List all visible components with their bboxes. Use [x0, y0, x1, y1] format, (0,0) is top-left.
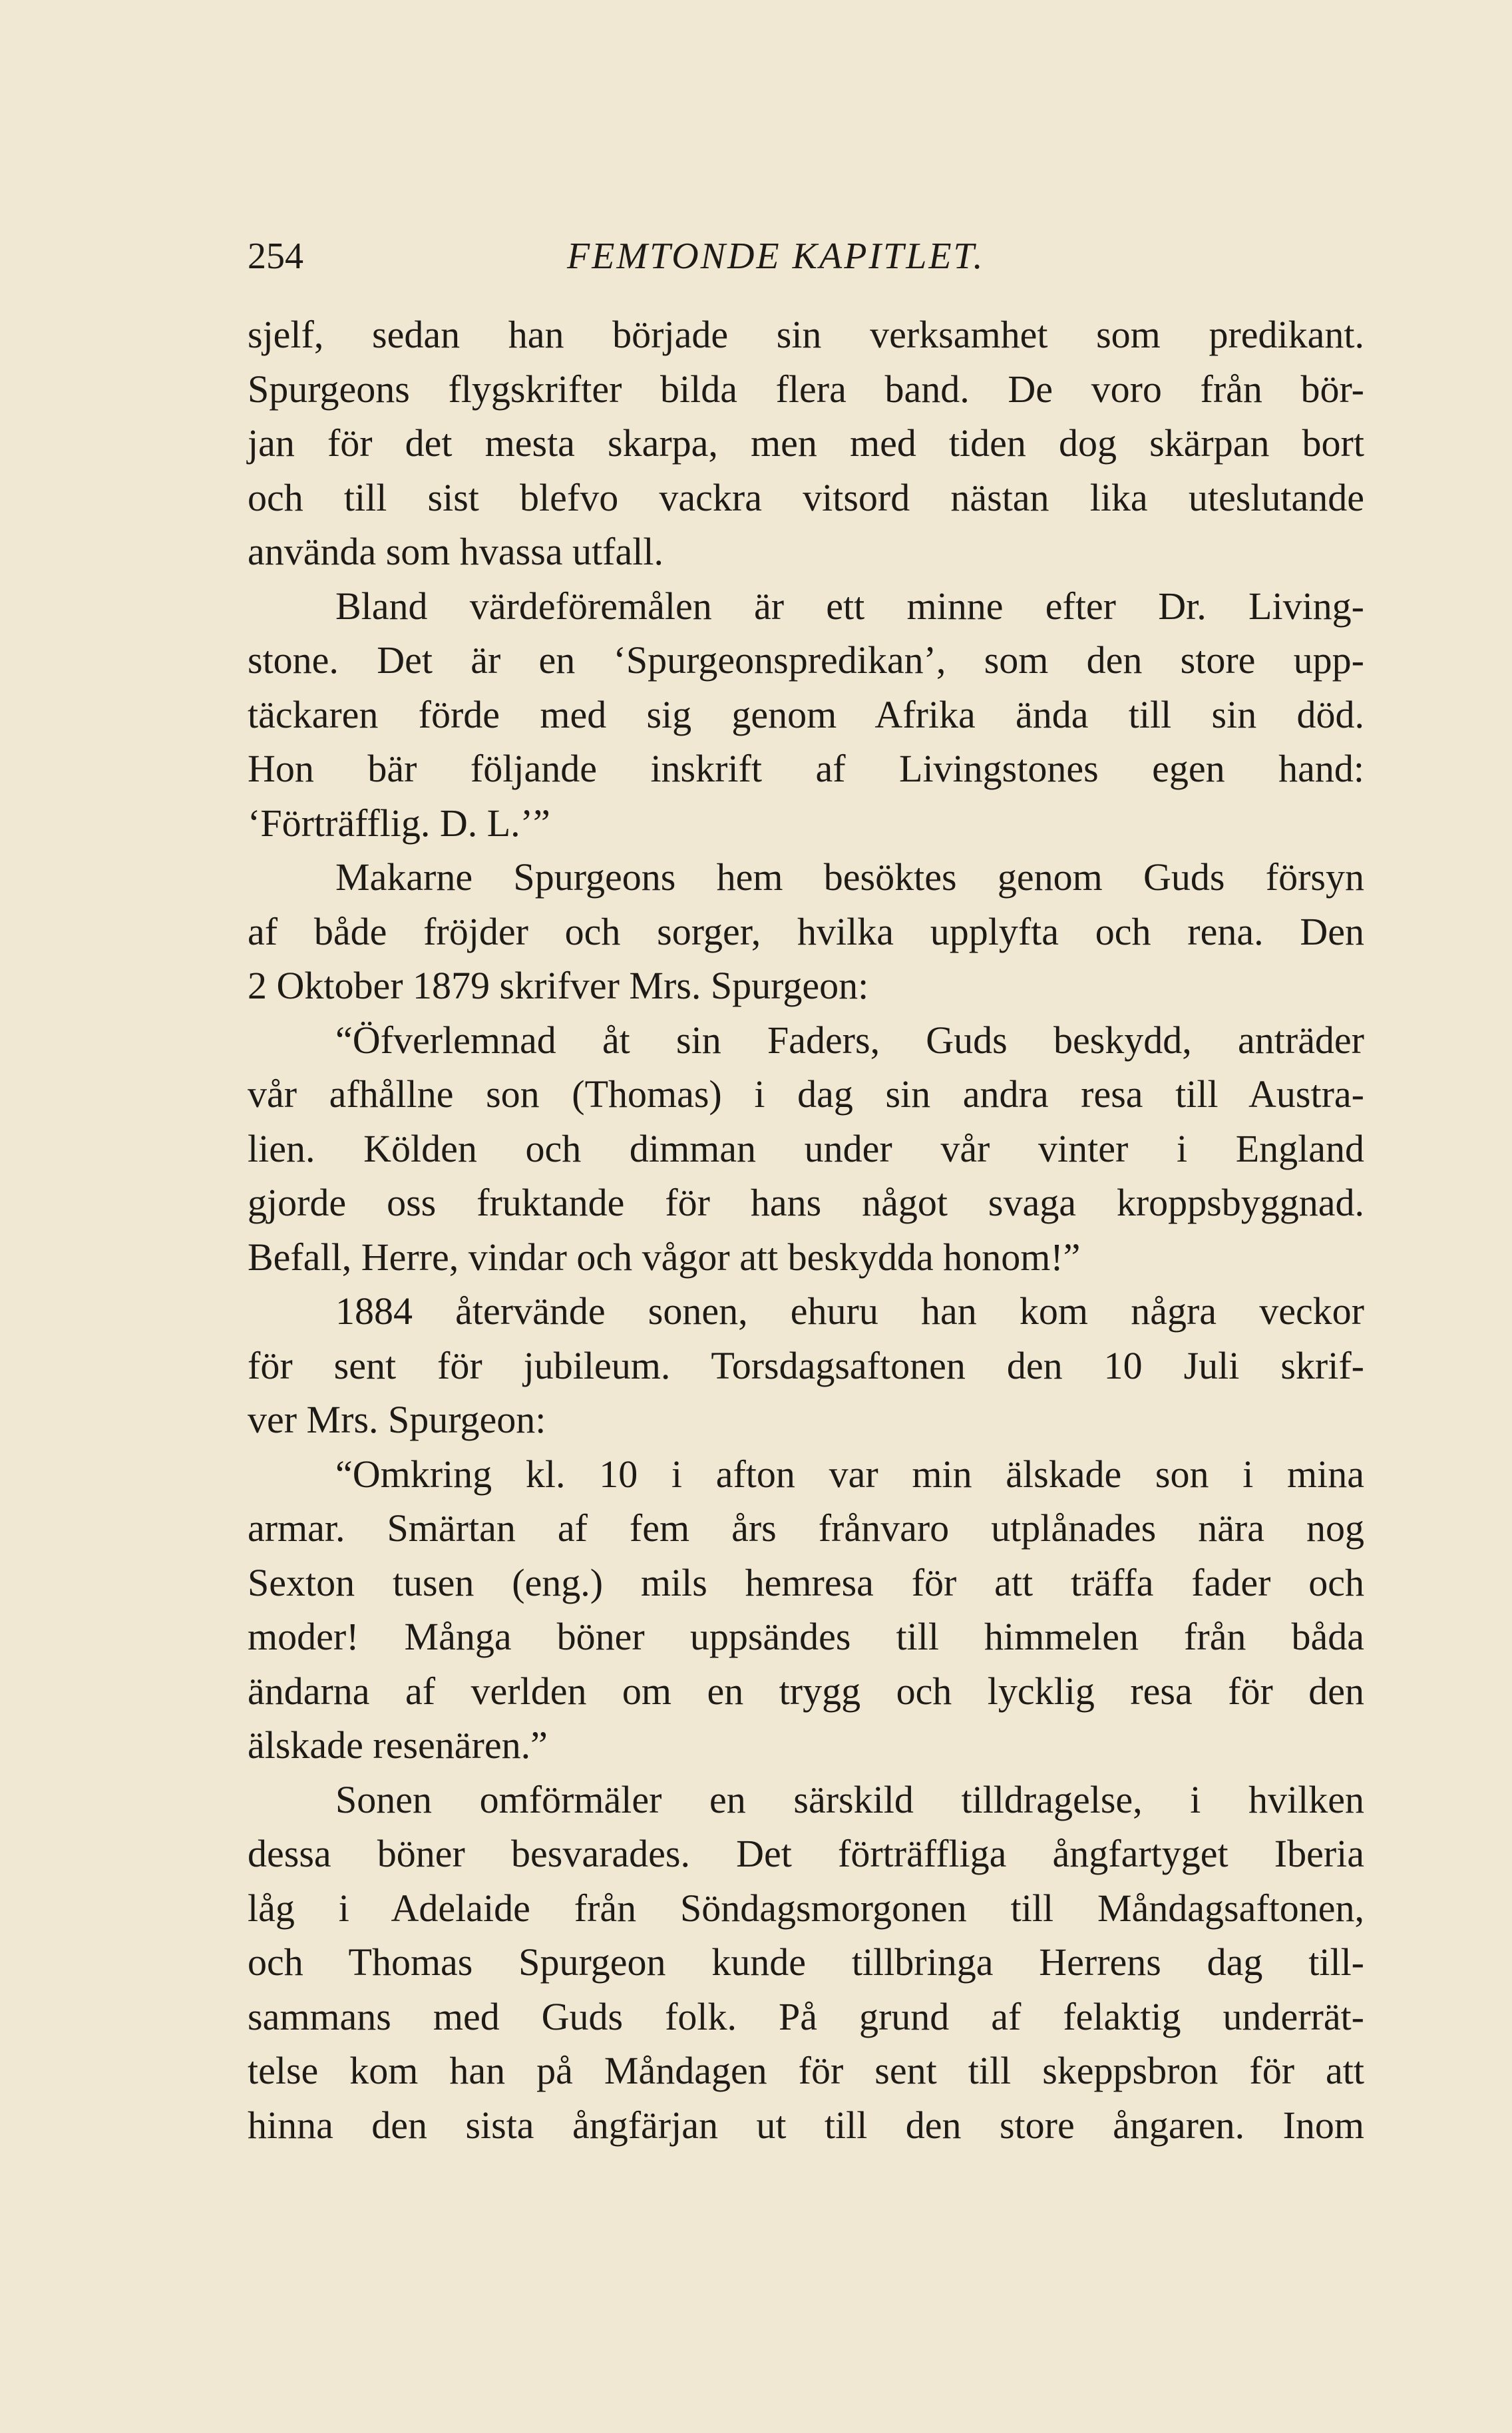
text-line: telse kom han på Måndagen för sent till skeppsbron för att: [248, 2049, 1364, 2092]
text-line: “Omkring kl. 10 i afton var min älskade son i mina: [335, 1452, 1364, 1496]
text-line: gjorde oss fruktande för hans något svaga kroppsbyggnad.: [248, 1181, 1364, 1224]
text-line: vår afhållne son (Thomas) i dag sin andra resa till Austra-: [248, 1072, 1364, 1116]
text-line: och till sist blefvo vackra vitsord nästan lika uteslutande: [248, 475, 1364, 519]
text-line: 1884 återvände sonen, ehuru han kom några veckor: [335, 1289, 1364, 1333]
text-line: och Thomas Spurgeon kunde tillbringa Herrens dag till-: [248, 1940, 1364, 1984]
text-line: täckaren förde med sig genom Afrika ända till sin död.: [248, 692, 1364, 736]
text-line: låg i Adelaide från Söndagsmorgonen till Måndagsaftonen,: [248, 1886, 1364, 1930]
text-line: för sent för jubileum. Torsdagsaftonen den 10 Juli skrif-: [248, 1343, 1364, 1387]
text-line: stone. Det är en ‘Spurgeonspredikan’, som den store upp-: [248, 638, 1364, 682]
text-line: lien. Kölden och dimman under vår vinter i England: [248, 1126, 1364, 1170]
text-line: jan för det mesta skarpa, men med tiden dog skärpan bort: [248, 421, 1364, 465]
text-line: moder! Många böner uppsändes till himmelen från båda: [248, 1615, 1364, 1658]
text-line: använda som hvassa utfall.: [248, 530, 663, 573]
text-line: 2 Oktober 1879 skrifver Mrs. Spurgeon:: [248, 964, 869, 1007]
text-line: ver Mrs. Spurgeon:: [248, 1398, 546, 1441]
running-title: FEMTONDE KAPITLET.: [567, 236, 985, 277]
text-line: Hon bär följande inskrift af Livingstones egen hand:: [248, 747, 1364, 790]
text-line: Spurgeons flygskrifter bilda flera band. De voro från bör-: [248, 367, 1364, 411]
text-line: dessa böner besvarades. Det förträffliga ångfartyget Iberia: [248, 1832, 1364, 1875]
text-line: ändarna af verlden om en trygg och lycklig resa för den: [248, 1669, 1364, 1713]
text-line: sammans med Guds folk. På grund af felaktig underrät-: [248, 1994, 1364, 2038]
text-line: armar. Smärtan af fem års frånvaro utplånades nära nog: [248, 1506, 1364, 1550]
text-line: sjelf, sedan han började sin verksamhet som predikant.: [248, 313, 1364, 356]
text-line: Makarne Spurgeons hem besöktes genom Guds försyn: [335, 855, 1364, 899]
text-line: Sonen omförmäler en särskild tilldragelse, i hvilken: [335, 1777, 1364, 1821]
text-line: ‘Förträfflig. D. L.’”: [248, 801, 550, 845]
page-number: 254: [248, 236, 303, 277]
page-header: [248, 226, 1372, 286]
body-text: [248, 308, 1364, 2152]
text-line: älskade resenären.”: [248, 1723, 548, 1767]
text-line: hinna den sista ångfärjan ut till den store ångaren. Inom: [248, 2103, 1364, 2147]
text-line: “Öfverlemnad åt sin Faders, Guds beskydd, anträder: [335, 1018, 1364, 1062]
text-line: af både fröjder och sorger, hvilka upplyfta och rena. Den: [248, 909, 1364, 953]
text-line: Bland värdeföremålen är ett minne efter Dr. Living-: [335, 584, 1364, 628]
text-line: Befall, Herre, vindar och vågor att beskydda honom!”: [248, 1235, 1081, 1279]
text-line: Sexton tusen (eng.) mils hemresa för att träffa fader och: [248, 1560, 1364, 1604]
